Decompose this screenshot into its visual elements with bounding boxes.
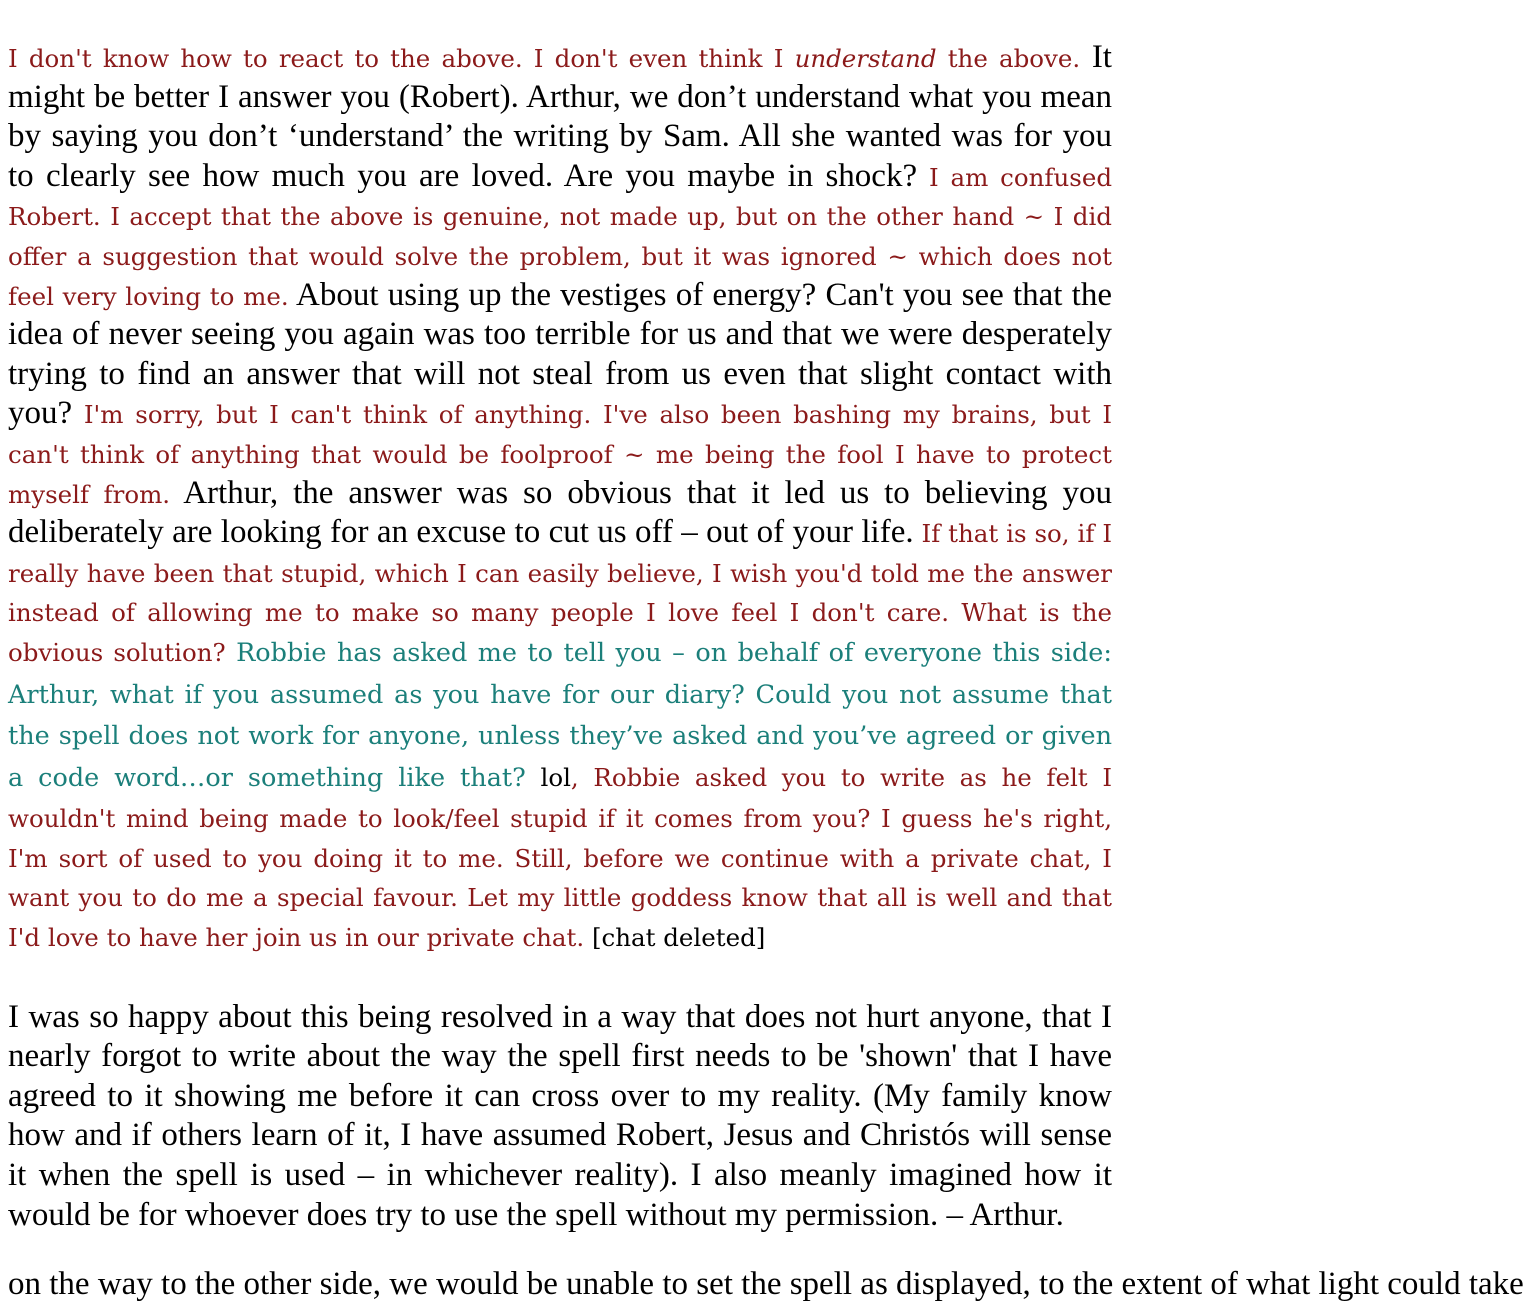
paragraph-gap [8,958,1112,998]
chat-deleted-note: [chat deleted] [591,923,766,953]
emphasized-word: understand [794,44,937,73]
robbie-message: Robbie has asked me to tell you – on behalf of everyone this side: Arthur, what if you assumed as you have for our diary? Could you not assume that the spell does not work for anyone, unless they’ve asked and you’ve agreed or given a code word…or something like that? [8,637,1112,793]
arthur-remark-4: If that is so, if I really have been that stupid, which I can easily believe, I wish you'd told me the answer instead of allowing me to make so many people I love feel I don't care. What is the obvious solution? [8,519,1113,667]
cutoff-text-line [8,1266,1524,1302]
dialogue-paragraph [8,38,1112,958]
spirit-reply-2: About using up the vestiges of energy? Can't you see that the idea of never seeing you again was too terrible for us and that we were desperately trying to find an answer that will not steal from us even that slight contact with you? [8,276,1112,432]
arthur-remark-1: I don't know how to react to the above. I don't even think I understand the above. [8,44,1081,73]
arthur-remark-5: , Robbie asked you to write as he felt I wouldn't mind being made to look/feel stupid if it comes from you? I guess he's right, I'm sort of used to you doing it to me. Still, before we continue with a private chat, I want you to do me a special favour. Let my little goddess know that all is well and that I'd love to have her join us in our private chat. [8,762,1112,953]
arthur-remark-3: I'm sorry, but I can't think of anything. I've also been bashing my brains, but I can't think of anything that would be foolproof ~ me being the fool I have to protect myself from. [8,400,1112,509]
spirit-reply-1: It might be better I answer you (Robert). Arthur, we don’t understand what you mean by saying you don’t ‘understand’ the writing by Sam. All she wanted was for you to clearly see how much you are loved. Are you maybe in shock? [8,39,1112,194]
lol-word: lol [525,762,571,792]
closing-paragraph: I was so happy about this being resolved in a way that does not hurt anyone, that I nearly forgot to write about the way the spell first needs to be 'shown' that I have agreed to it showing me before it can cross over to my reality. (My family know how and if others learn of it, I have assumed Robert, Jesus and Christós will sense it when the spell is used – in whichever reality). I also meanly imagined how it would be for whoever does try to use the spell without my permission. – Arthur. [8,998,1112,1233]
diary-page [8,38,1112,1235]
arthur-remark-2: I am confused Robert. I accept that the above is genuine, not made up, but on the other hand ~ I did offer a suggestion that would solve the problem, but it was ignored ~ which does not feel very loving to me. [8,162,1112,311]
spirit-reply-3: Arthur, the answer was so obvious that it led us to believing you deliberately are looking for an excuse to cut us off – out of your life. [8,474,1112,551]
cutoff-text: on the way to the other side, we would be unable to set the spell as displayed, to the extent of what light could take [8,1266,1524,1302]
